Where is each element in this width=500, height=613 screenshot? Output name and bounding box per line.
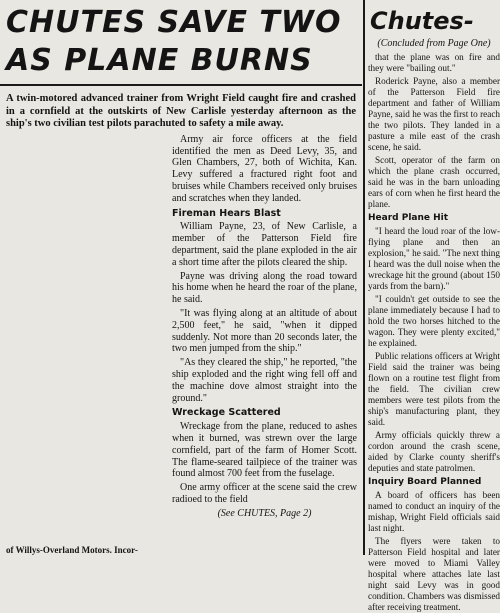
adjacent-article-fragment: of Willys-Overland Motors. Incor- bbox=[6, 545, 138, 555]
subheading: Fireman Hears Blast bbox=[172, 207, 281, 219]
subheading: Inquiry Board Planned bbox=[368, 477, 482, 487]
continuation-title: Chutes- bbox=[370, 7, 474, 35]
paragraph: Wreckage from the plane, reduced to ashes when it burned, was strewn over the large cornfield, part of the farm of Homer Scott. The flame-seared tailpiece of the trainer was found almost 700 feet from the fuselage. bbox=[172, 421, 357, 480]
continuation-article bbox=[368, 0, 500, 612]
lede-paragraph: A twin-motored advanced trainer from Wright Field caught fire and crashed in a cornfield at the outskirts of New Carlisle yesterday afternoon as the ship's two civilian test pilots parachuted to safety a mile away. bbox=[6, 93, 356, 130]
headline-rule bbox=[0, 84, 362, 86]
paragraph: Roderick Payne, also a member of the Patterson Field fire department and father of William Payne, said he was the first to reach the two pilots. They landed in a pasture a mile east of the crash scene, he said. bbox=[368, 76, 500, 152]
paragraph: The flyers were taken to Patterson Field hospital and later were moved to Miami Valley hospital where attaches late last night said Levy was in good condition. Chambers was dismissed after receiving treatment. bbox=[368, 536, 500, 612]
paragraph: "I couldn't get outside to see the plane immediately because I had to hold the two horses hitched to the wagon. They were plenty excited," he explained. bbox=[368, 294, 500, 348]
headline bbox=[6, 4, 362, 80]
headline-line-1: CHUTES SAVE TWO bbox=[6, 5, 342, 40]
photo-area bbox=[6, 134, 166, 479]
paragraph: that the plane was on fire and they were "bailing out." bbox=[368, 52, 500, 73]
paragraph: William Payne, 23, of New Carlisle, a member of the Patterson Field fire department, said the plane exploded in the air a short time after the pilots cleared the ship. bbox=[172, 221, 357, 268]
paragraph: Army air force officers at the field identified the men as Deed Levy, 35, and Glen Chambers, 27, both of Wichita, Kan. Levy suffered a fractured right foot and bruises while Chambers received only bruises and scratches when they landed. bbox=[172, 133, 357, 204]
headline-line-2: AS PLANE BURNS bbox=[6, 43, 313, 78]
subheading: Heard Plane Hit bbox=[368, 213, 449, 223]
jump-line: (See CHUTES, Page 2) bbox=[217, 507, 312, 519]
continuation-subtitle: (Concluded from Page One) bbox=[377, 38, 491, 49]
paragraph: Army officials quickly threw a cordon around the crash scene, aided by Clarke county sheriff's deputies and state patrolmen. bbox=[368, 430, 500, 473]
continuation-column bbox=[368, 52, 500, 613]
paragraph: One army officer at the scene said the crew radioed to the field bbox=[172, 482, 357, 505]
paragraph: Payne was driving along the road toward his home when he heard the roar of the plane, he said. bbox=[172, 270, 357, 306]
paragraph: Public relations officers at Wright Field said the trainer was being flown on a routine test flight from the field. The civilian crew members were test pilots from the ship's manufacturing plant, they said. bbox=[368, 351, 500, 427]
paragraph: "As they cleared the ship," he reported, "the ship exploded and the right wing fell off and the machine dove almost straight into the ground." bbox=[172, 357, 357, 404]
story-column bbox=[172, 134, 357, 522]
paragraph: "I heard the loud roar of the low-flying plane and then an explosion," he said. "The next thing I heard was the dull noise when the wreckage hit the ground (about 150 yards from the barn)." bbox=[368, 226, 500, 291]
paragraph: "It was flying along at an altitude of about 2,500 feet," he said, "when it dipped suddenly. Not more than 20 seconds later, the two men jumped from the ship." bbox=[172, 307, 357, 355]
subheading: Wreckage Scattered bbox=[172, 407, 281, 419]
column-divider bbox=[363, 0, 365, 555]
paragraph: Scott, operator of the farm on which the plane crash occurred, said he was in the barn unloading ears of corn when he first heard the plane. bbox=[368, 155, 500, 209]
paragraph: A board of officers has been named to conduct an inquiry of the mishap, Wright Field officials said last night. bbox=[368, 490, 500, 533]
